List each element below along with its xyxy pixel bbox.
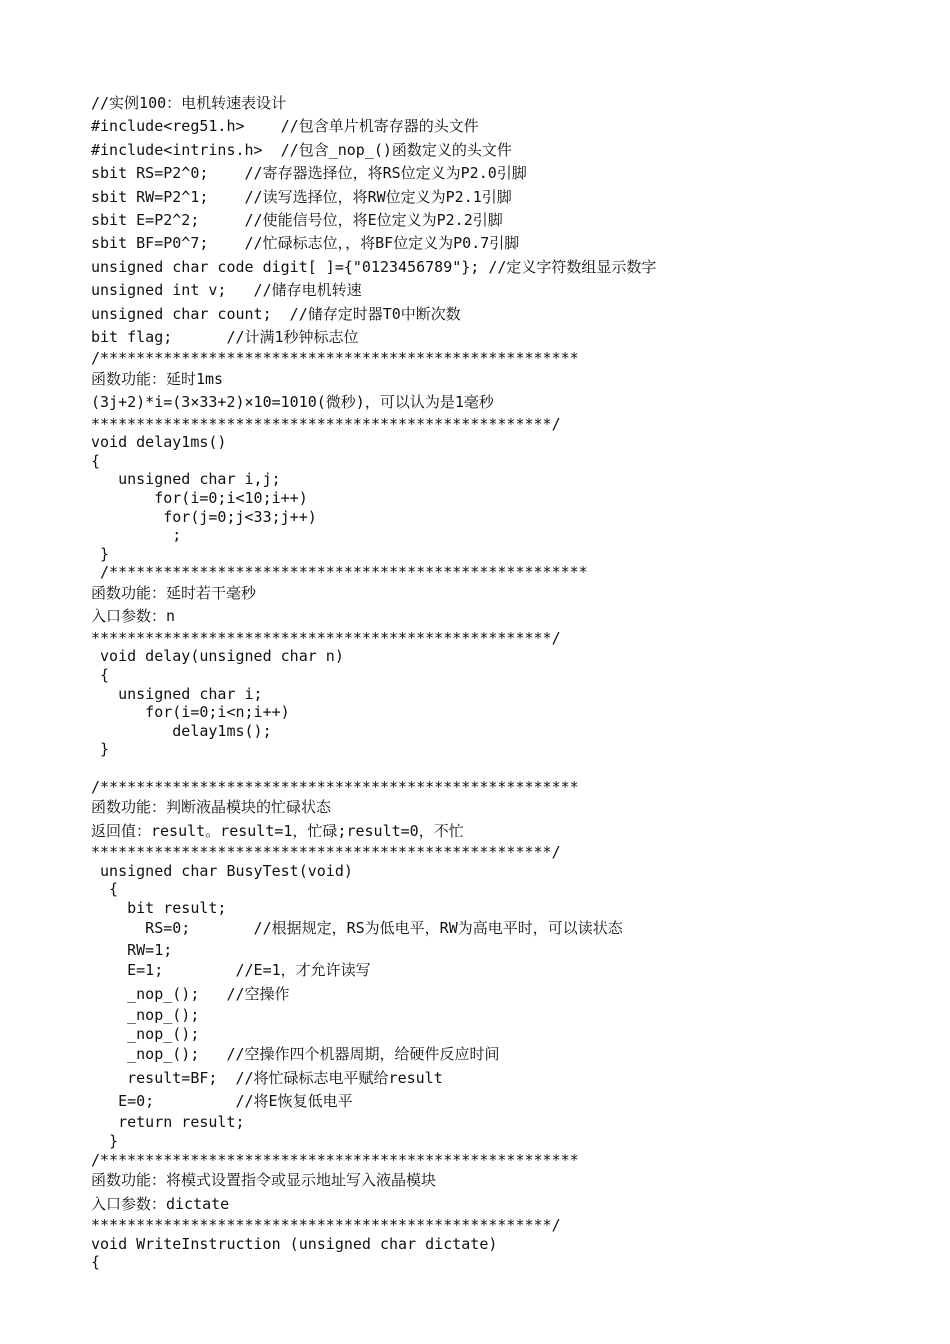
code-line: sbit E=P2^2; //使能信号位，将E位定义为P2.2引脚 xyxy=(91,210,503,229)
code-line: { xyxy=(91,665,110,684)
code-line: for(i=0;i<10;i++) xyxy=(91,489,308,508)
code-line: 函数功能：将模式设置指令或显示地址写入液晶模块 xyxy=(91,1171,437,1190)
code-line: ; xyxy=(91,526,182,545)
comment-rule: ***************************************************/ xyxy=(91,414,561,433)
comment-rule: /***************************************************** xyxy=(91,777,579,796)
code-line: _nop_(); //空操作 xyxy=(91,984,290,1003)
code-line: RW=1; xyxy=(91,940,173,959)
code-line: void delay1ms() xyxy=(91,433,227,452)
code-line: #include<intrins.h> //包含_nop_()函数定义的头文件 xyxy=(91,140,512,159)
code-line: //实例100：电机转速表设计 xyxy=(91,94,287,112)
code-line: RS=0; //根据规定，RS为低电平，RW为高电平时，可以读状态 xyxy=(91,919,623,938)
code-line: void WriteInstruction (unsigned char dictate) xyxy=(91,1234,498,1253)
comment-rule: ***************************************************/ xyxy=(91,1215,561,1234)
code-line: unsigned char BusyTest(void) xyxy=(91,861,353,880)
comment-rule: ***************************************************/ xyxy=(91,628,561,647)
code-line: } xyxy=(91,544,110,563)
code-line: 入口参数：n xyxy=(91,607,176,626)
code-line: 函数功能：延时1ms xyxy=(91,369,224,388)
code-line: 函数功能：判断液晶模块的忙碌状态 xyxy=(91,798,332,817)
code-line: } xyxy=(91,1132,119,1151)
code-line: { xyxy=(91,451,101,470)
code-line: { xyxy=(91,1253,101,1272)
blank-line xyxy=(91,759,921,778)
code-line: unsigned char i,j; xyxy=(91,470,281,489)
code-line: result=BF; //将忙碌标志电平赋给result xyxy=(91,1068,443,1087)
comment-rule: /***************************************************** xyxy=(91,349,579,368)
code-line: _nop_(); xyxy=(91,1006,200,1025)
comment-rule: ***************************************************/ xyxy=(91,842,561,861)
code-line: bit flag; //计满1秒钟标志位 xyxy=(91,327,359,346)
code-line: sbit BF=P0^7; //忙碌标志位，，将BF位定义为P0.7引脚 xyxy=(91,234,520,253)
code-line: } xyxy=(91,740,110,759)
code-line: 返回值：result。result=1，忙碌;result=0，不忙 xyxy=(91,821,464,840)
code-line: _nop_(); //空操作四个机器周期，给硬件反应时间 xyxy=(91,1045,500,1064)
comment-rule: /***************************************************** xyxy=(91,563,588,582)
code-listing xyxy=(91,92,921,1272)
code-line: void delay(unsigned char n) xyxy=(91,647,344,666)
code-line: unsigned int v; //储存电机转速 xyxy=(91,281,362,300)
code-line: sbit RS=P2^0; //寄存器选择位，将RS位定义为P2.0引脚 xyxy=(91,164,527,183)
code-line: unsigned char count; //储存定时器T0中断次数 xyxy=(91,304,461,323)
code-line: E=1; //E=1，才允许读写 xyxy=(91,961,371,980)
code-line: #include<reg51.h> //包含单片机寄存器的头文件 xyxy=(91,117,479,136)
code-line: unsigned char i; xyxy=(91,684,263,703)
code-line: { xyxy=(91,880,119,899)
code-line: for(i=0;i<n;i++) xyxy=(91,703,290,722)
code-line: unsigned char code digit[ ]={"0123456789"}; //定义字符数组显示数字 xyxy=(91,257,657,276)
comment-rule: /***************************************************** xyxy=(91,1150,579,1169)
code-line: (3j+2)*i=(3×33+2)×10=1010(微秒)，可以认为是1毫秒 xyxy=(91,393,494,412)
code-line: E=0; //将E恢复低电平 xyxy=(91,1092,353,1111)
code-line: sbit RW=P2^1; //读写选择位，将RW位定义为P2.1引脚 xyxy=(91,187,512,206)
code-line: _nop_(); xyxy=(91,1024,200,1043)
code-line: 入口参数：dictate xyxy=(91,1194,230,1213)
code-line: for(j=0;j<33;j++) xyxy=(91,507,317,526)
code-line: 函数功能：延时若干毫秒 xyxy=(91,584,257,603)
code-line: bit result; xyxy=(91,898,227,917)
code-line: return result; xyxy=(91,1113,245,1132)
code-line: delay1ms(); xyxy=(91,721,272,740)
